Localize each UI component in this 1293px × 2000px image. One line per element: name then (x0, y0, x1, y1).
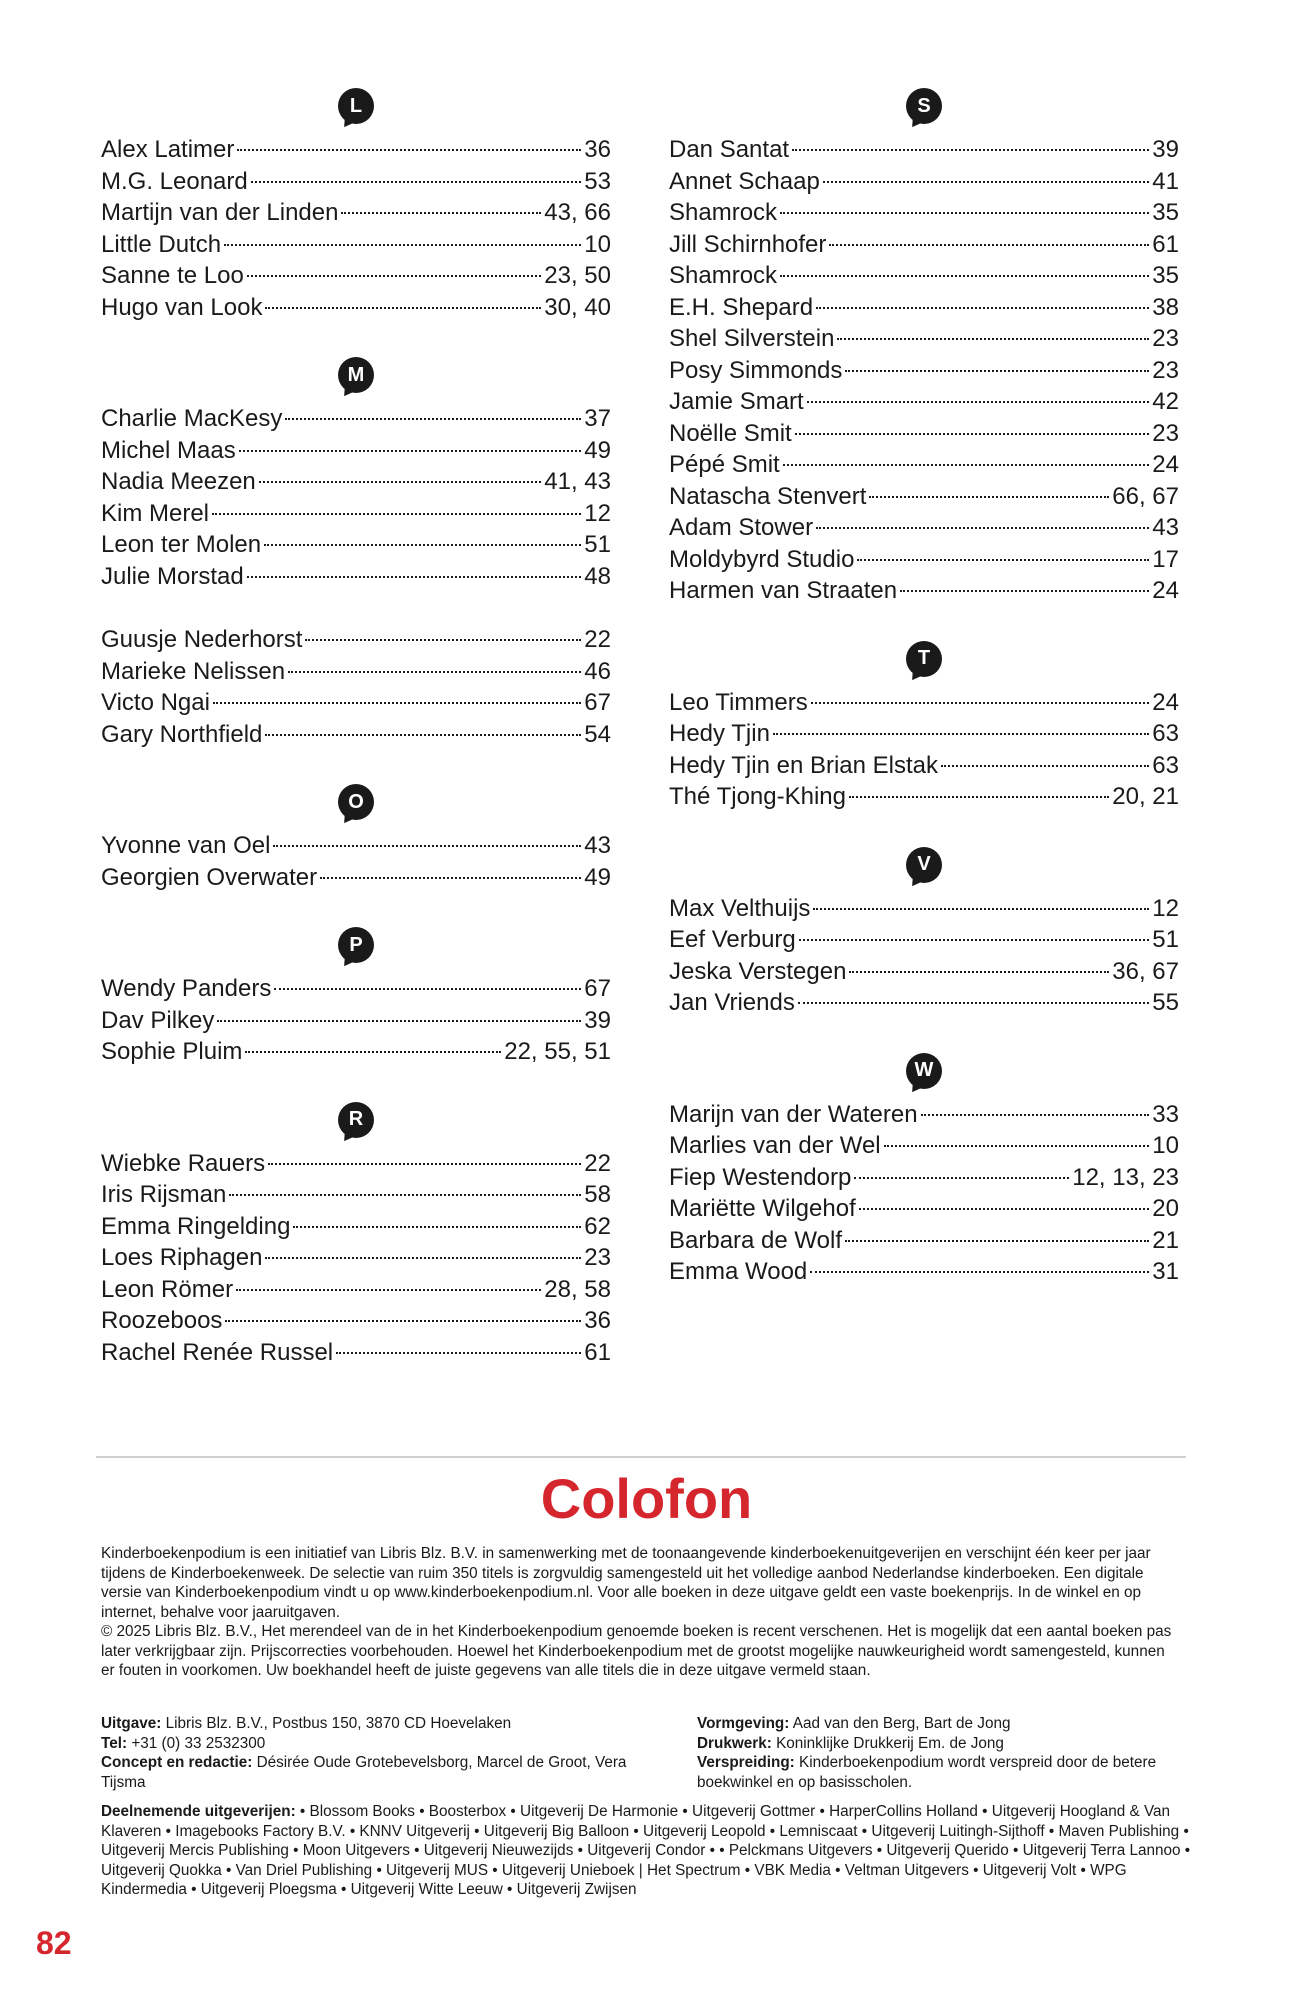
dot-leader (268, 1163, 581, 1165)
index-entry (669, 1225, 1179, 1257)
page-references: 10 (584, 230, 611, 258)
verspreiding-label: Verspreiding: (697, 1754, 795, 1771)
index-entry (101, 1274, 611, 1306)
dot-leader (288, 671, 581, 673)
author-name: Hedy Tjin (669, 720, 770, 747)
dot-leader (811, 702, 1150, 704)
dot-leader (900, 590, 1149, 592)
section-spacer (669, 607, 1179, 641)
section-header (101, 927, 611, 973)
author-name: Victo Ngai (101, 689, 210, 716)
letter-badge-icon: O (338, 784, 374, 820)
index-entry (669, 449, 1179, 481)
dot-leader (212, 513, 581, 515)
index-entry (669, 1256, 1179, 1288)
index-entry (669, 292, 1179, 324)
index-entry (101, 1337, 611, 1369)
index-section-t (669, 641, 1179, 847)
dot-leader (859, 1208, 1150, 1210)
index-section-p (101, 927, 611, 1102)
author-name: Jeska Verstegen (669, 957, 847, 985)
page-references: 12 (1152, 894, 1179, 922)
letter-badge-icon: R (338, 1102, 374, 1138)
index-entry (669, 544, 1179, 576)
page-references: 43 (584, 832, 611, 859)
index-section-o (101, 784, 611, 927)
letter-badge-icon: T (906, 641, 942, 677)
index-right-column (669, 88, 1179, 1288)
author-name: Posy Simmonds (669, 356, 843, 384)
index-entry (101, 561, 611, 593)
dot-leader (259, 481, 542, 483)
dot-leader (341, 212, 541, 214)
author-name: Harmen van Straaten (669, 577, 898, 604)
index-entry (669, 781, 1179, 813)
page-references: 55 (1152, 989, 1179, 1016)
author-name: Jan Vriends (669, 989, 795, 1016)
dot-leader (225, 1320, 581, 1322)
index-entry (101, 1036, 611, 1068)
verspreiding-value: Kinderboekenpodium wordt verspreid door de betere boekwinkel en op basisscholen. (697, 1754, 1157, 1791)
dot-leader (285, 418, 581, 420)
index-entry (669, 718, 1179, 750)
dot-leader (798, 1002, 1149, 1004)
dot-leader (845, 1240, 1149, 1242)
page-references: 62 (584, 1212, 611, 1240)
page-references: 35 (1152, 262, 1179, 289)
page-references: 53 (584, 167, 611, 195)
author-name: Leon Römer (101, 1275, 234, 1303)
author-name: Natascha Stenvert (669, 482, 867, 510)
author-name: Marlies van der Wel (669, 1132, 881, 1159)
page-references: 20 (1152, 1195, 1179, 1222)
author-name: Adam Stower (669, 514, 814, 541)
index-entry (669, 418, 1179, 450)
letter-badge-icon: W (906, 1053, 942, 1089)
author-name: Annet Schaap (669, 167, 820, 195)
vormgeving-label: Vormgeving: (697, 1715, 790, 1732)
colofon-info-left (101, 1714, 671, 1792)
author-name: Barbara de Wolf (669, 1226, 842, 1254)
index-entry (669, 575, 1179, 607)
dot-leader (213, 702, 581, 704)
author-name: Mariëtte Wilgehof (669, 1195, 856, 1222)
page-references: 35 (1152, 199, 1179, 226)
index-entry (101, 529, 611, 561)
dot-leader (837, 338, 1149, 340)
page-references: 24 (1152, 577, 1179, 604)
publishers-list (101, 1802, 1191, 1900)
author-name: Kim Merel (101, 499, 210, 527)
index-entry (669, 1130, 1179, 1162)
dot-leader (247, 275, 541, 277)
index-section-r (101, 1102, 611, 1369)
dot-leader (265, 1257, 581, 1259)
dot-leader (799, 939, 1150, 941)
author-name: Dan Santat (669, 136, 790, 163)
index-entry (101, 1211, 611, 1243)
index-entry (101, 166, 611, 198)
index-entry (669, 893, 1179, 925)
index-entry (669, 323, 1179, 355)
dot-leader (792, 149, 1149, 151)
page-references: 63 (1152, 720, 1179, 747)
author-name: Charlie MacKesy (101, 405, 283, 432)
dot-leader (849, 971, 1109, 973)
author-name: Leon ter Molen (101, 531, 262, 558)
dot-leader (884, 1145, 1150, 1147)
index-entry (101, 1305, 611, 1337)
dot-leader (264, 544, 581, 546)
section-spacer (101, 323, 611, 357)
index-entry (669, 512, 1179, 544)
dot-leader (265, 307, 541, 309)
colofon-body (101, 1544, 1181, 1681)
section-header (101, 1102, 611, 1148)
dot-leader (251, 181, 582, 183)
section-spacer (101, 893, 611, 927)
dot-leader (265, 734, 581, 736)
author-name: Nadia Meezen (101, 468, 256, 495)
page-references: 36 (584, 1307, 611, 1334)
dot-leader (224, 244, 581, 246)
dot-leader (869, 496, 1109, 498)
dot-leader (941, 765, 1149, 767)
author-name: Yvonne van Oel (101, 832, 271, 859)
author-name: Shel Silverstein (669, 325, 835, 352)
page-references: 51 (584, 531, 611, 558)
dot-leader (780, 275, 1149, 277)
index-entry (101, 973, 611, 1005)
page-references: 36 (584, 136, 611, 163)
page-references: 51 (1152, 926, 1179, 953)
index-entry (669, 1099, 1179, 1131)
author-name: Wiebke Rauers (101, 1149, 266, 1177)
dot-leader (237, 149, 581, 151)
section-header (101, 357, 611, 403)
dot-leader (247, 576, 582, 578)
dot-leader (829, 244, 1149, 246)
index-section-s (669, 88, 1179, 641)
index-entry (101, 292, 611, 324)
author-name: Shamrock (669, 199, 778, 226)
colofon-info-right (697, 1714, 1197, 1792)
index-entry (669, 134, 1179, 166)
dot-leader (239, 450, 582, 452)
page-references: 54 (584, 720, 611, 748)
index-entry (669, 924, 1179, 956)
index-entry (101, 134, 611, 166)
index-section-m (101, 357, 611, 624)
page-references: 33 (1152, 1100, 1179, 1128)
letter-badge-icon: L (338, 88, 374, 124)
dot-leader (795, 433, 1150, 435)
author-name: Marijn van der Wateren (669, 1100, 918, 1128)
author-name: Martijn van der Linden (101, 199, 339, 226)
author-name: Eef Verburg (669, 926, 796, 953)
author-name: Shamrock (669, 262, 778, 289)
index-entry (101, 1148, 611, 1180)
concept-value: Désirée Oude Grotebevelsborg, Marcel de Groot, Vera Tijsma (101, 1754, 627, 1791)
index-entry (669, 481, 1179, 513)
author-name: Little Dutch (101, 230, 222, 258)
author-name: Pépé Smit (669, 451, 780, 478)
author-name: Max Velthuijs (669, 894, 811, 922)
vormgeving-value: Aad van den Berg, Bart de Jong (792, 1715, 1011, 1732)
page-references: 24 (1152, 688, 1179, 716)
page-references: 23 (1152, 356, 1179, 384)
index-entry (669, 386, 1179, 418)
section-header (101, 784, 611, 830)
index-entry (101, 719, 611, 751)
index-section-v (669, 847, 1179, 1053)
colofon-paragraph-2: © 2025 Libris Blz. B.V., Het merendeel van de in het Kinderboekenpodium genoemde boeken is recent verschenen. Het is mogelijk dat een aantal boeken pas later verkrijgbaar zijn. Prijscorrecties voorbehouden. Hoewel het Kinderboekenpodium met de grootst mogelijke nauwkeurigheid wordt samengesteld, kunnen er fouten in voorkomen. Uw boekhandel heeft de juiste gegevens van alle titels die in deze uitgave vermeld staan. (101, 1623, 1172, 1679)
colofon-title: Colofon (540, 1467, 753, 1530)
page-references: 31 (1152, 1258, 1179, 1285)
page-references: 20, 21 (1112, 783, 1179, 810)
page-references: 67 (584, 689, 611, 716)
author-name: Loes Riphagen (101, 1244, 263, 1271)
divider-rule (96, 1456, 1186, 1458)
author-name: Hugo van Look (101, 293, 263, 321)
index-entry (101, 466, 611, 498)
page-references: 43 (1152, 514, 1179, 541)
dot-leader (845, 370, 1149, 372)
section-spacer (669, 1019, 1179, 1053)
index-section-l (101, 88, 611, 357)
dot-leader (783, 464, 1150, 466)
index-entry (101, 830, 611, 862)
page-references: 39 (584, 1006, 611, 1034)
section-header (669, 88, 1179, 134)
section-spacer (101, 750, 611, 784)
index-entry (101, 197, 611, 229)
dot-leader (816, 527, 1149, 529)
index-entry (101, 435, 611, 467)
section-spacer (101, 592, 611, 624)
dot-leader (813, 908, 1149, 910)
author-name: Moldybyrd Studio (669, 545, 855, 573)
index-entry (669, 260, 1179, 292)
author-name: M.G. Leonard (101, 167, 248, 195)
author-name: Sanne te Loo (101, 262, 244, 289)
index-entry (669, 956, 1179, 988)
section-header (669, 1053, 1179, 1099)
dot-leader (773, 733, 1149, 735)
page-references: 48 (584, 562, 611, 590)
publishers-value: • Blossom Books • Boosterbox • Uitgeverij De Harmonie • Uitgeverij Gottmer • HarperCollins Holland • Uitgeverij Hoogland & Van Klaveren • Imagebooks Factory B.V. • KNNV Uitgeverij • Uitgeverij Big Balloon • Uitgeverij Leopold • Lemniscaat • Uitgeverij Luitingh-Sijthoff • Maven Publishing • Uitgeverij Mercis Publishing • Moon Uitgevers • Uitgeverij Nieuwezijds • Uitgeverij Condor • • Pelckmans Uitgevers • Uitgeverij Querido • Uitgeverij Terra Lannoo • Uitgeverij Quokka • Van Driel Publishing • Uitgeverij MUS • Uitgeverij Unieboek | Het Spectrum • VBK Media • Veltman Uitgevers • Uitgeverij Volt • WPG Kindermedia • Uitgeverij Ploegsma • Uitgeverij Witte Leeuw • Uitgeverij Zwijsen (101, 1803, 1191, 1898)
author-name: Fiep Westendorp (669, 1163, 852, 1191)
index-entry (101, 1005, 611, 1037)
author-name: Gary Northfield (101, 720, 263, 748)
dot-leader (780, 212, 1149, 214)
page-references: 21 (1152, 1226, 1179, 1254)
page-references: 66, 67 (1112, 482, 1179, 510)
dot-leader (336, 1352, 581, 1354)
section-spacer (101, 1068, 611, 1102)
author-name: Noëlle Smit (669, 419, 792, 447)
index-entry (101, 1242, 611, 1274)
page-references: 22, 55, 51 (504, 1038, 611, 1065)
index-entry (669, 355, 1179, 387)
dot-leader (857, 559, 1149, 561)
author-name: Sophie Pluim (101, 1038, 243, 1065)
author-name: Thé Tjong-Khing (669, 783, 846, 810)
author-name: Marieke Nelissen (101, 657, 286, 685)
author-name: Julie Morstad (101, 562, 244, 590)
dot-leader (273, 845, 581, 847)
letter-badge-icon: S (906, 88, 942, 124)
index-entry (101, 229, 611, 261)
page-references: 39 (1152, 136, 1179, 163)
letter-badge-icon: V (906, 847, 942, 883)
page-references: 12, 13, 23 (1072, 1163, 1179, 1191)
author-name: Iris Rijsman (101, 1181, 227, 1208)
index-entry (669, 750, 1179, 782)
letter-badge-icon: M (338, 357, 374, 393)
page-references: 41, 43 (544, 468, 611, 495)
dot-leader (229, 1194, 581, 1196)
tel-label: Tel: (101, 1734, 128, 1752)
author-name: Wendy Panders (101, 975, 272, 1002)
index-entry (101, 498, 611, 530)
section-header (101, 88, 611, 134)
letter-badge-icon: P (338, 927, 374, 963)
page-references: 37 (584, 405, 611, 432)
author-name: Hedy Tjin en Brian Elstak (669, 751, 939, 779)
page-references: 24 (1152, 451, 1179, 478)
page-references: 23 (1152, 325, 1179, 352)
page-references: 10 (1152, 1132, 1179, 1159)
index-section (101, 624, 611, 784)
index-entry (669, 1162, 1179, 1194)
author-name: Emma Ringelding (101, 1212, 291, 1240)
drukwerk-value: Koninklijke Drukkerij Em. de Jong (776, 1734, 1004, 1752)
page-references: 58 (584, 1181, 611, 1208)
index-entry (101, 403, 611, 435)
dot-leader (807, 401, 1150, 403)
dot-leader (810, 1271, 1149, 1273)
index-entry (669, 229, 1179, 261)
index-entry (101, 1179, 611, 1211)
author-name: Jamie Smart (669, 388, 804, 415)
dot-leader (293, 1226, 581, 1228)
tel-value: +31 (0) 33 2532300 (131, 1734, 266, 1752)
section-header (669, 641, 1179, 687)
index-entry (101, 260, 611, 292)
dot-leader (236, 1289, 541, 1291)
uitgave-label: Uitgave: (101, 1715, 162, 1732)
author-name: Leo Timmers (669, 688, 808, 716)
concept-label: Concept en redactie: (101, 1754, 253, 1771)
dot-leader (854, 1177, 1069, 1179)
index-entry (669, 197, 1179, 229)
page-references: 42 (1152, 388, 1179, 415)
page-references: 23, 50 (544, 262, 611, 289)
index-entry (669, 1193, 1179, 1225)
author-name: Jill Schirnhofer (669, 230, 827, 258)
author-name: Michel Maas (101, 436, 236, 464)
author-name: Rachel Renée Russel (101, 1338, 334, 1366)
publishers-label: Deelnemende uitgeverijen: (101, 1803, 296, 1820)
dot-leader (274, 988, 581, 990)
page-references: 23 (584, 1244, 611, 1271)
page-references: 36, 67 (1112, 957, 1179, 985)
page-references: 67 (584, 975, 611, 1002)
author-name: Dav Pilkey (101, 1006, 215, 1034)
dot-leader (320, 877, 581, 879)
index-left-column (101, 88, 611, 1368)
index-entry (101, 624, 611, 656)
dot-leader (849, 796, 1109, 798)
drukwerk-label: Drukwerk: (697, 1734, 772, 1752)
index-entry (101, 656, 611, 688)
author-name: Alex Latimer (101, 136, 235, 163)
page-references: 38 (1152, 293, 1179, 321)
index-section-w (669, 1053, 1179, 1288)
page-references: 49 (584, 436, 611, 464)
page-references: 61 (1152, 230, 1179, 258)
author-name: Guusje Nederhorst (101, 626, 303, 653)
page-references: 63 (1152, 751, 1179, 779)
dot-leader (823, 181, 1150, 183)
dot-leader (245, 1051, 501, 1053)
index-entry (669, 987, 1179, 1019)
page-references: 46 (584, 657, 611, 685)
page-references: 61 (584, 1338, 611, 1366)
page-references: 30, 40 (544, 293, 611, 321)
author-name: Roozeboos (101, 1307, 223, 1334)
dot-leader (305, 639, 581, 641)
page-number: 82 (36, 1925, 72, 1961)
page-references: 22 (584, 626, 611, 653)
colofon-paragraph-1: Kinderboekenpodium is een initiatief van Libris Blz. B.V. in samenwerking met de toonaangevende kinderboekenuitgeverijen en verschijnt één keer per jaar tijdens de Kinderboekenweek. De selectie van ruim 350 titels is zorgvuldig samengesteld uit het volledige aanbod Nederlandse kinderboeken. Een digitale versie van Kinderboekenpodium vindt u op www.kinderboekenpodium.nl. Voor alle boeken in deze uitgave geldt een vaste boekenprijs. In de winkel en op internet, behalve voor jaaruitgaven. (101, 1545, 1151, 1621)
index-entry (101, 687, 611, 719)
dot-leader (217, 1020, 581, 1022)
author-name: Emma Wood (669, 1258, 808, 1285)
page-references: 17 (1152, 545, 1179, 573)
dot-leader (816, 307, 1149, 309)
author-name: E.H. Shepard (669, 293, 814, 321)
author-name: Georgien Overwater (101, 863, 318, 891)
page-references: 49 (584, 863, 611, 891)
index-entry (101, 862, 611, 894)
page-references: 43, 66 (544, 199, 611, 226)
section-spacer (669, 813, 1179, 847)
page-references: 23 (1152, 419, 1179, 447)
index-entry (669, 166, 1179, 198)
page-references: 12 (584, 499, 611, 527)
page-references: 22 (584, 1149, 611, 1177)
index-entry (669, 687, 1179, 719)
page-references: 41 (1152, 167, 1179, 195)
uitgave-value: Libris Blz. B.V., Postbus 150, 3870 CD Hoevelaken (165, 1715, 512, 1732)
dot-leader (921, 1114, 1150, 1116)
section-header (669, 847, 1179, 893)
page-references: 28, 58 (544, 1275, 611, 1303)
